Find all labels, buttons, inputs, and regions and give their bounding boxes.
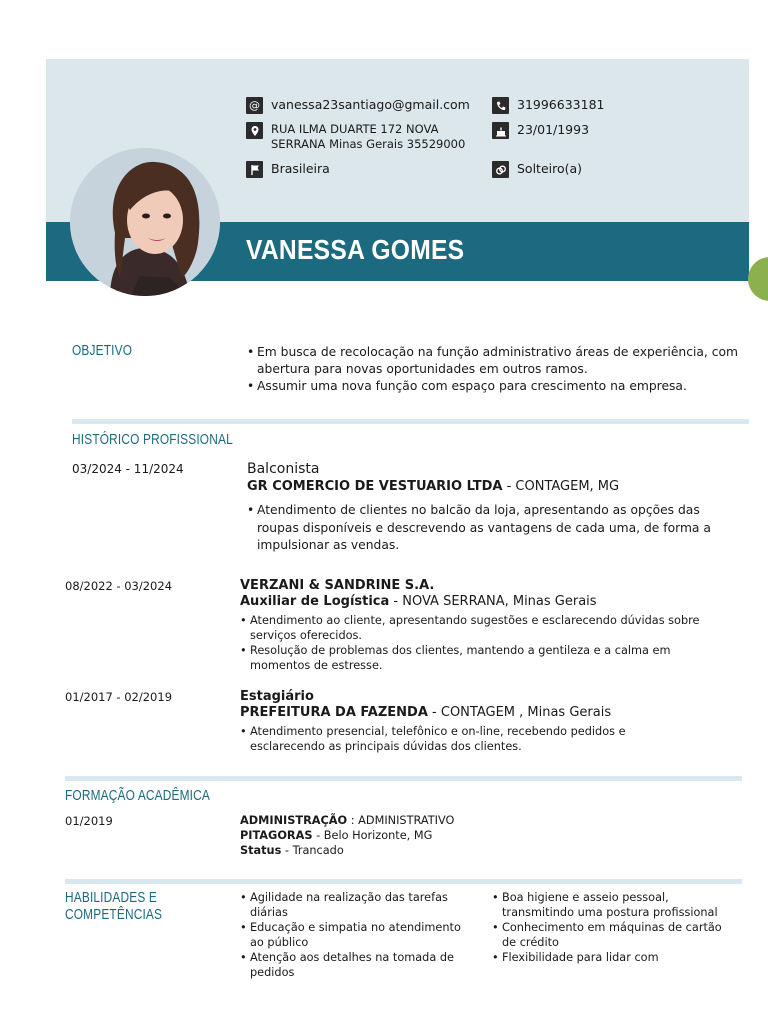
skill-item: • Agilidade na realização das tarefas diárias (240, 890, 478, 920)
job-company: GR COMERCIO DE VESTUARIO LTDA (247, 479, 503, 494)
job-role: Estagiário (240, 689, 314, 704)
section-divider (65, 776, 742, 781)
skill-item: • Educação e simpatia no atendimento ao público (240, 920, 478, 950)
duty-item: • Atendimento ao cliente, apresentando sugestões e esclarecendo dúvidas sobre serviços oferecidos. (240, 613, 720, 643)
course-value: : ADMINISTRATIVO (347, 814, 455, 827)
birthdate-row (492, 122, 589, 139)
job-dates: 03/2024 - 11/2024 (72, 462, 184, 476)
nationality-text: Brasileira (271, 161, 330, 176)
phone-icon (492, 97, 509, 114)
objective-title: OBJETIVO (72, 343, 133, 359)
email-text: vanessa23santiago@gmail.com (271, 97, 470, 112)
job-role: Balconista (247, 461, 320, 477)
job-dates: 01/2017 - 02/2019 (65, 690, 173, 704)
school-label: PITAGORAS (240, 829, 313, 842)
candidate-name: VANESSA GOMES (246, 234, 465, 265)
marital-row (492, 161, 582, 178)
at-icon: @ (246, 97, 263, 114)
job-entry (247, 461, 717, 495)
job-entry (240, 578, 720, 610)
status-value: - Trancado (281, 844, 344, 857)
school-value: - Belo Horizonte, MG (312, 829, 433, 842)
objective-list (247, 344, 747, 395)
duty-item: • Atendimento presencial, telefônico e on-line, recebendo pedidos e esclarecendo as principais dúvidas dos clientes. (240, 724, 700, 754)
job-entry (240, 689, 720, 721)
job-location: - CONTAGEM, MG (502, 479, 620, 494)
skills-left-list (240, 890, 478, 980)
rings-icon (492, 161, 509, 178)
education-date: 01/2019 (65, 814, 113, 828)
job-company: PREFEITURA DA FAZENDA (240, 705, 428, 720)
objective-item: • Em busca de recolocação na função administrativo áreas de experiência, com abertura para novas oportunidades em outros ramos. (247, 344, 747, 378)
education-title: FORMAÇÃO ACADÊMICA (65, 788, 210, 804)
birthdate-text: 23/01/1993 (517, 122, 590, 137)
skill-item: • Flexibilidade para lidar com (492, 950, 722, 965)
flag-icon (246, 161, 263, 178)
job-location: - NOVA SERRANA, Minas Gerais (389, 594, 597, 609)
job-location: - CONTAGEM , Minas Gerais (427, 705, 612, 720)
job-company: Auxiliar de Logística (240, 594, 390, 609)
skill-item: • Atenção aos detalhes na tomada de pedidos (240, 950, 478, 980)
section-divider (72, 419, 749, 424)
objective-item: • Assumir uma nova função com espaço para crescimento na empresa. (247, 378, 747, 395)
duty-item: • Atendimento de clientes no balcão da loja, apresentando as opções das roupas disponíveis e descrevendo as vantagens de cada uma, de forma a impulsionar as vendas. (247, 502, 722, 555)
job-duties (240, 724, 700, 754)
course-label: ADMINISTRAÇÃO (240, 814, 348, 827)
email-row (246, 97, 470, 114)
address-row (246, 122, 482, 152)
history-title: HISTÓRICO PROFISSIONAL (72, 432, 233, 448)
cake-icon (492, 122, 509, 139)
education-entry (240, 813, 640, 858)
phone-text: 31996633181 (517, 97, 605, 112)
skills-title-line: HABILIDADES E (65, 890, 158, 906)
location-pin-icon (246, 122, 263, 139)
section-divider (65, 879, 742, 884)
address-text: RUA ILMA DUARTE 172 NOVA SERRANA Minas Gerais 35529000 (271, 122, 466, 151)
marital-text: Solteiro(a) (517, 161, 583, 176)
skills-title-line: COMPETÊNCIAS (65, 907, 163, 923)
phone-row (492, 97, 604, 114)
status-label: Status (240, 844, 282, 857)
skill-item: • Boa higiene e asseio pessoal, transmitindo uma postura profissional (492, 890, 722, 920)
job-dates: 08/2022 - 03/2024 (65, 579, 173, 593)
skill-item: • Conhecimento em máquinas de cartão de crédito (492, 920, 722, 950)
job-role: VERZANI & SANDRINE S.A. (240, 578, 435, 593)
nationality-row (246, 161, 330, 178)
job-duties (240, 613, 720, 673)
profile-photo (70, 148, 220, 296)
skills-title (65, 890, 162, 924)
job-duties (247, 502, 722, 555)
duty-item: • Resolução de problemas dos clientes, mantendo a gentileza e a calma em momentos de estresse. (240, 643, 720, 673)
decorative-dot (748, 257, 768, 301)
skills-right-list (492, 890, 722, 965)
